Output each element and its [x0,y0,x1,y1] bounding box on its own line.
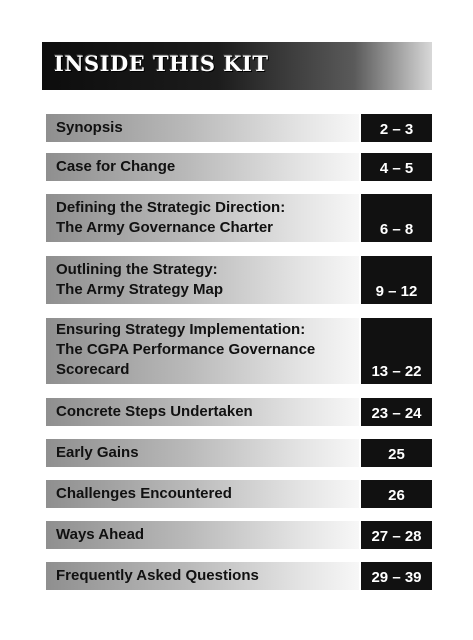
toc-row-label [46,256,359,304]
toc-row-label-line: Defining the Strategic Direction: [56,199,286,216]
toc-row-label [46,398,359,426]
toc-row-label-line: Synopsis [56,119,123,136]
toc-row-pages: 6 – 8 [361,194,432,242]
toc-row-outlining-strategy[interactable] [46,256,432,304]
toc-row-strategic-direction[interactable] [46,194,432,242]
toc-row-label-line: Ways Ahead [56,526,145,543]
toc-row-pages: 9 – 12 [361,256,432,304]
toc-row-label [46,318,359,384]
toc-row-pages: 4 – 5 [361,153,432,181]
toc-row-concrete-steps[interactable] [46,398,432,426]
toc-row-strategy-implementation[interactable] [46,318,432,384]
toc-row-label-line: Early Gains [56,444,139,461]
toc-row-label [46,194,359,242]
toc-row-synopsis[interactable] [46,114,432,142]
kit-header-title: INSIDE THIS KIT [54,51,269,76]
toc-row-pages: 23 – 24 [361,398,432,426]
toc-row-ways-ahead[interactable] [46,521,432,549]
toc-row-case-for-change[interactable] [46,153,432,181]
toc-row-pages: 26 [361,480,432,508]
toc-row-label [46,439,359,467]
toc-row-label-line: Challenges Encountered [56,485,232,502]
toc-row-pages: 2 – 3 [361,114,432,142]
toc-row-early-gains[interactable] [46,439,432,467]
toc-row-label [46,562,359,590]
toc-row-label-line: The CGPA Performance Governance [56,341,316,358]
toc-row-label-line: Ensuring Strategy Implementation: [56,321,306,338]
toc-row-pages: 27 – 28 [361,521,432,549]
toc-row-label-line: Concrete Steps Undertaken [56,403,253,420]
toc-row-label-line: Frequently Asked Questions [56,567,259,584]
toc-row-pages: 29 – 39 [361,562,432,590]
toc-row-label [46,521,359,549]
toc-row-label [46,480,359,508]
toc-row-label-line: The Army Strategy Map [56,281,223,298]
toc-row-pages: 13 – 22 [361,318,432,384]
toc-row-label [46,114,359,142]
toc-row-label-line: Case for Change [56,158,176,175]
toc-row-challenges[interactable] [46,480,432,508]
toc-row-label-line: Scorecard [56,361,130,378]
toc-row-faq[interactable] [46,562,432,590]
toc-row-label-line: The Army Governance Charter [56,219,274,236]
toc-row-label [46,153,359,181]
toc-row-pages: 25 [361,439,432,467]
toc-row-label-line: Outlining the Strategy: [56,261,218,278]
kit-header-banner [42,42,432,90]
